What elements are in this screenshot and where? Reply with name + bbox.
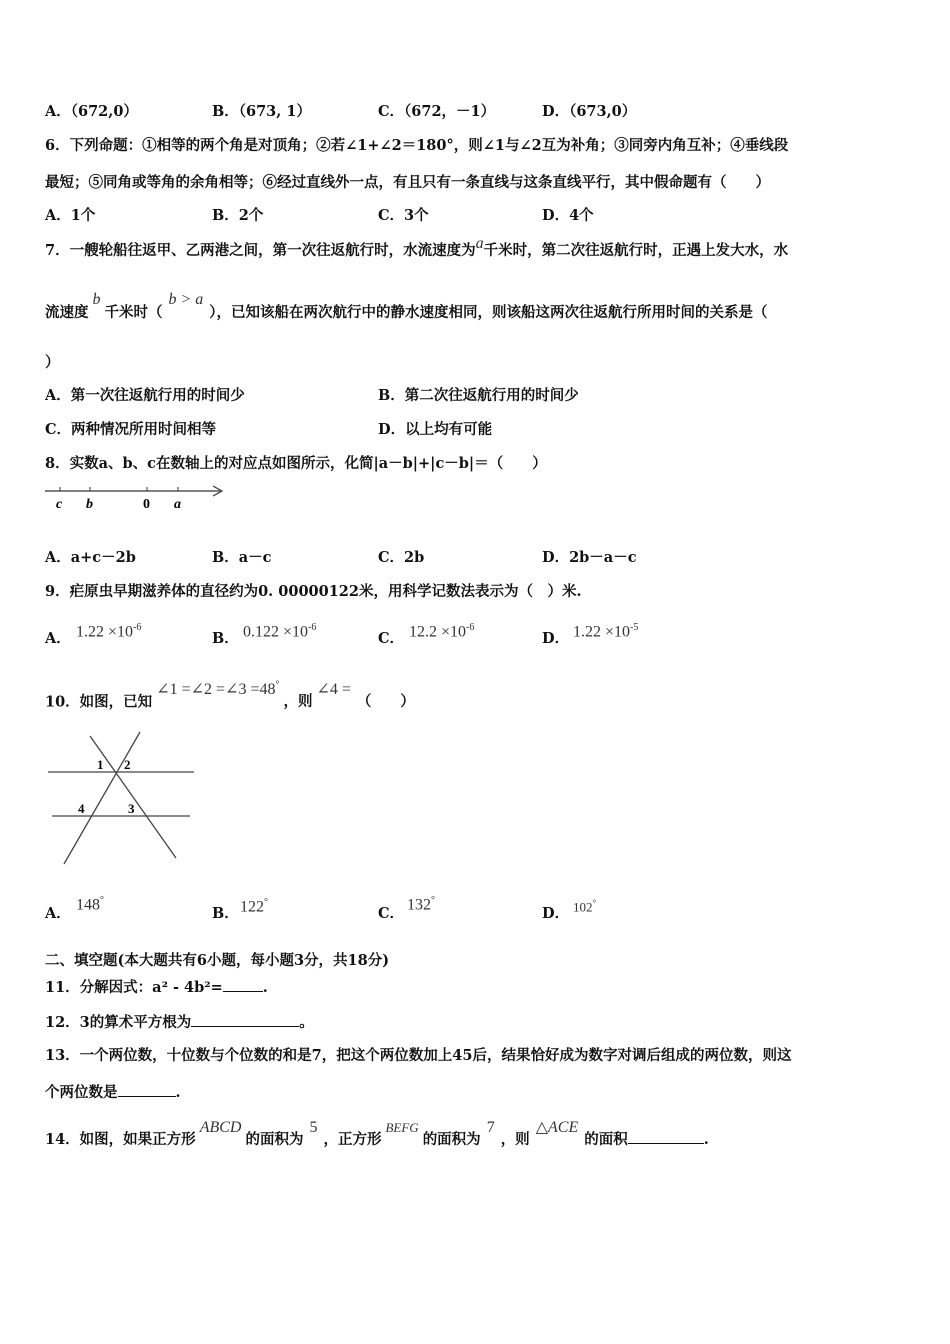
q7-option-b: B．第二次往返航行用的时间少 <box>378 387 579 404</box>
q10-text-3: （ ） <box>356 693 415 711</box>
q9-d-exp: -5 <box>630 622 639 633</box>
q5-option-d: D．（673,0） <box>542 103 637 120</box>
q9-stem: 9．疟原虫早期滋养体的直径约为0. 00000122米，用科学记数法表示为（ ）米. <box>45 583 582 600</box>
q14-square-befg: BEFG <box>385 1120 419 1135</box>
q10-option-b-value <box>240 893 268 917</box>
q8-stem: 8．实数a、b、c在数轴上的对应点如图所示，化简|a－b|+|c－b|＝（ ） <box>45 455 547 472</box>
q10-option-d-letter: D． <box>542 905 570 922</box>
q13-answer-blank[interactable] <box>118 1082 176 1097</box>
q10-b-num: 122 <box>240 898 264 916</box>
q7-text-2b: 千米时（ <box>104 304 163 321</box>
q10-angle-1-label: 1 <box>97 757 104 772</box>
q9-option-c-letter: C． <box>378 630 405 647</box>
q9-c-base: 12.2 ×10 <box>409 623 467 641</box>
q9-b-base: 0.122 ×10 <box>243 623 309 641</box>
q7-text-1a: 7．一艘轮船往返甲、乙两港之间，第一次往返航行时，水流速度为 <box>45 242 476 259</box>
q11 <box>45 977 268 998</box>
q13-end: . <box>175 1084 181 1101</box>
label-b: b <box>86 497 93 512</box>
q10-option-a-letter: A． <box>45 905 71 922</box>
q14-answer-blank[interactable] <box>628 1129 704 1144</box>
q9-a-exp: -6 <box>133 622 142 633</box>
q12-answer-blank[interactable] <box>191 1012 299 1027</box>
q11-text: 11．分解因式：a² - 4b²= <box>45 979 223 996</box>
q8-option-b: B．a－c <box>212 549 272 566</box>
q10-d-num: 102 <box>573 899 593 915</box>
q10-angle-3-label: 3 <box>128 801 135 816</box>
section-2-title: 二、填空题(本大题共有6小题，每小题3分，共18分) <box>45 952 390 969</box>
q8-option-a: A．a+c－2b <box>45 549 136 566</box>
label-c: c <box>56 497 63 512</box>
q7-option-c: C．两种情况所用时间相等 <box>45 421 217 438</box>
q10-transversal-2 <box>64 732 140 864</box>
q7-stem-line2 <box>45 291 768 323</box>
q13-text: 个两位数是 <box>45 1084 118 1101</box>
q14-text-3: ，正方形 <box>323 1131 382 1148</box>
q7-text-2a: 流速度 <box>45 304 89 321</box>
q7-option-a: A．第一次往返航行用的时间少 <box>45 387 245 404</box>
q5-option-c: C．（672，－1） <box>378 103 496 120</box>
q14-end: . <box>703 1131 709 1148</box>
q6-stem-line1: 6．下列命题：①相等的两个角是对顶角；②若∠1+∠2＝180°，则∠1与∠2互为补角；③同旁内角互补；④垂线段 <box>45 137 789 154</box>
q10-a-num: 148 <box>76 896 100 914</box>
q10-option-c-value <box>407 891 435 915</box>
q14-text-6: 的面积 <box>584 1131 628 1148</box>
q10-text-2: ，则 <box>283 693 313 711</box>
q7-option-d: D．以上均有可能 <box>378 421 493 438</box>
q8-option-d: D．2b－a－c <box>542 549 637 566</box>
q9-c-exp: -6 <box>466 622 475 633</box>
q6-option-c: C．3个 <box>378 207 429 224</box>
q13-stem-line1: 13．一个两位数，十位数与个位数的和是7，把这个两位数加上45后，结果恰好成为数字对调后组成的两位数，则这 <box>45 1047 792 1064</box>
q10-c-num: 132 <box>407 896 431 914</box>
q14-text-5: ，则 <box>500 1131 530 1148</box>
q14-area-1: 5 <box>309 1119 318 1136</box>
q14-text-4: 的面积为 <box>422 1131 481 1148</box>
q10-a-degree: ° <box>100 895 104 906</box>
q10-stem <box>45 680 415 712</box>
q9-b-exp: -6 <box>308 622 317 633</box>
q6-stem-line2: 最短；⑤同角或等角的余角相等；⑥经过直线外一点，有且只有一条直线与这条直线平行，其中假命题有（ ） <box>45 174 770 191</box>
q10-d-degree: ° <box>592 898 597 908</box>
q7-stem-line3: ） <box>45 354 60 371</box>
q10-c-degree: ° <box>431 895 435 906</box>
q14-square-abcd: ABCD <box>199 1119 242 1136</box>
q9-option-d-value <box>573 618 638 642</box>
q7-var-a: a <box>475 235 484 252</box>
q10-option-b-letter: B． <box>212 905 239 922</box>
q7-condition: b > a <box>168 291 204 308</box>
q6-option-d: D．4个 <box>542 207 594 224</box>
q10-ask: ∠4 = <box>316 681 351 699</box>
q9-option-b-value <box>243 618 316 642</box>
q10-option-c-letter: C． <box>378 905 405 922</box>
q14-stem <box>45 1119 709 1150</box>
q5-option-b: B．（673, 1） <box>212 103 311 120</box>
q10-b-degree: ° <box>264 897 268 908</box>
q14-triangle-ace: △ACE <box>535 1119 579 1136</box>
q10-figure <box>44 730 199 868</box>
q14-text-1: 14．如图，如果正方形 <box>45 1131 196 1148</box>
q12 <box>45 1012 314 1033</box>
q11-answer-blank[interactable] <box>223 977 263 992</box>
q10-given <box>156 681 279 698</box>
q9-option-a-letter: A． <box>45 630 71 647</box>
q12-text: 12．3的算术平方根为 <box>45 1014 192 1031</box>
label-a: a <box>174 497 181 512</box>
q7-var-b: b <box>92 291 101 308</box>
q7-text-2c: ），已知该船在两次航行中的静水速度相同，则该船这两次往返航行所用时间的关系是（ <box>209 304 768 321</box>
q9-a-base: 1.22 ×10 <box>76 623 134 641</box>
q12-end: 。 <box>299 1014 314 1031</box>
q9-option-a-value <box>76 618 141 642</box>
q10-option-a-value <box>76 891 104 915</box>
q10-angle-4-label: 4 <box>78 801 85 816</box>
q9-option-c-value <box>409 618 474 642</box>
q10-angle-2-label: 2 <box>124 757 131 772</box>
q9-d-base: 1.22 ×10 <box>573 623 631 641</box>
label-0: 0 <box>143 497 150 512</box>
q5-option-a: A．（672,0） <box>45 103 138 120</box>
q6-option-b: B．2个 <box>212 207 264 224</box>
q10-text-1: 10．如图，已知 <box>45 693 153 711</box>
number-line-figure <box>40 480 230 514</box>
q13-stem-line2 <box>45 1082 181 1103</box>
q10-option-d-value <box>573 893 596 917</box>
q10-given-degree: ° <box>275 680 280 691</box>
q6-option-a: A．1个 <box>45 207 96 224</box>
q8-option-c: C．2b <box>378 549 425 566</box>
q7-stem-line1 <box>45 235 789 261</box>
q10-given-expr: ∠1 =∠2 =∠3 =48 <box>156 681 276 699</box>
q14-text-2: 的面积为 <box>245 1131 304 1148</box>
q11-end: . <box>262 979 268 996</box>
q7-text-1b: 千米时，第二次往返航行时，正遇上发大水，水 <box>483 242 789 259</box>
q9-option-d-letter: D． <box>542 630 570 647</box>
q9-option-b-letter: B． <box>212 630 239 647</box>
q14-area-2: 7 <box>486 1119 495 1136</box>
